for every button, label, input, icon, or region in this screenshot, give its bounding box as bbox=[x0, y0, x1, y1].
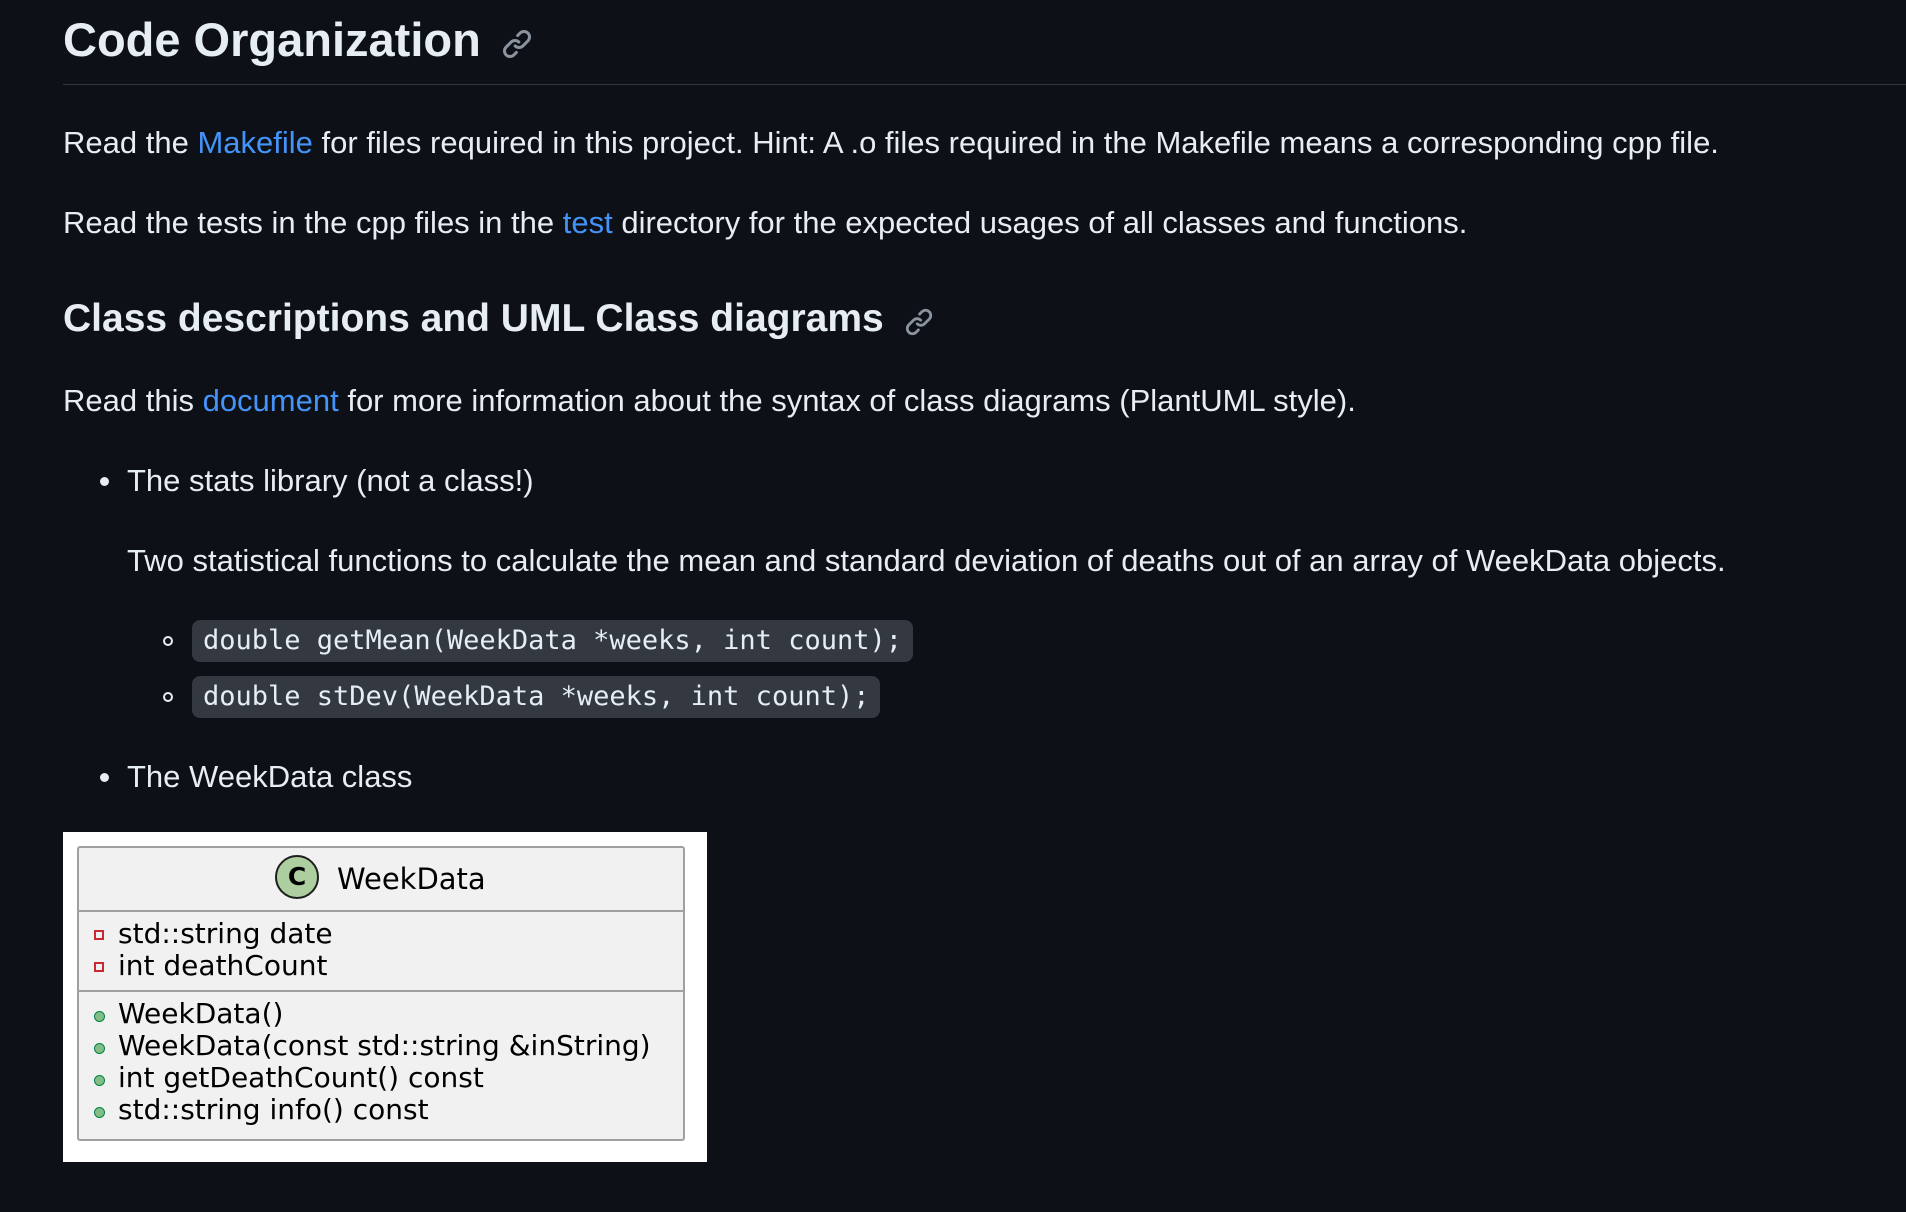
document-paragraph bbox=[63, 381, 1356, 421]
sub-bullet-marker bbox=[163, 692, 173, 702]
stats-description: Two statistical functions to calculate the mean and standard deviation of deaths out of an array of WeekData objects. bbox=[127, 543, 1726, 578]
method-text: WeekData(const std::string &inString) bbox=[118, 1029, 651, 1062]
uml-attributes bbox=[79, 912, 683, 992]
public-circle-icon bbox=[94, 1043, 105, 1054]
link-icon[interactable] bbox=[904, 307, 934, 342]
method-text: int getDeathCount() const bbox=[118, 1061, 484, 1094]
sub-bullet-marker bbox=[163, 636, 173, 646]
list-item-weekdata: The WeekData class bbox=[127, 759, 413, 794]
public-circle-icon bbox=[94, 1107, 105, 1118]
paragraph-text: Read this bbox=[63, 383, 203, 418]
public-circle-icon bbox=[94, 1075, 105, 1086]
uml-class-box bbox=[77, 846, 685, 1141]
test-paragraph bbox=[63, 203, 1467, 243]
public-circle-icon bbox=[94, 1011, 105, 1022]
makefile-paragraph bbox=[63, 123, 1719, 163]
uml-class-header bbox=[79, 848, 683, 912]
paragraph-text: for files required in this project. Hint: A .o files required in the Makefile means a corresponding cpp file. bbox=[312, 125, 1719, 160]
uml-class-diagram bbox=[63, 832, 707, 1162]
link-icon[interactable] bbox=[501, 28, 533, 65]
private-square-icon bbox=[94, 962, 104, 972]
paragraph-text: Read the tests in the cpp files in the bbox=[63, 205, 563, 240]
paragraph-text: Read the bbox=[63, 125, 198, 160]
paragraph-text: for more information about the syntax of class diagrams (PlantUML style). bbox=[338, 383, 1356, 418]
list-item-stats: The stats library (not a class!) bbox=[127, 463, 534, 498]
attribute-text: std::string date bbox=[118, 917, 333, 950]
paragraph-text: directory for the expected usages of all classes and functions. bbox=[612, 205, 1468, 240]
private-square-icon bbox=[94, 930, 104, 940]
heading-code-organization bbox=[63, 10, 1906, 85]
code-getmean: double getMean(WeekData *weeks, int count); bbox=[192, 620, 913, 662]
bullet-marker bbox=[100, 477, 109, 486]
test-link[interactable]: test bbox=[562, 205, 613, 240]
heading-class-descriptions bbox=[63, 294, 934, 344]
method-text: std::string info() const bbox=[118, 1093, 429, 1126]
uml-class-name: WeekData bbox=[337, 862, 486, 896]
attribute-text: int deathCount bbox=[118, 949, 328, 982]
bullet-marker bbox=[100, 773, 109, 782]
document-link[interactable]: document bbox=[202, 383, 339, 418]
heading-title: Code Organization bbox=[63, 13, 481, 66]
method-text: WeekData() bbox=[118, 997, 284, 1030]
heading-title: Class descriptions and UML Class diagrams bbox=[63, 297, 884, 340]
makefile-link[interactable]: Makefile bbox=[197, 125, 313, 160]
code-stdev: double stDev(WeekData *weeks, int count); bbox=[192, 676, 880, 718]
class-circle-icon: C bbox=[275, 855, 319, 899]
